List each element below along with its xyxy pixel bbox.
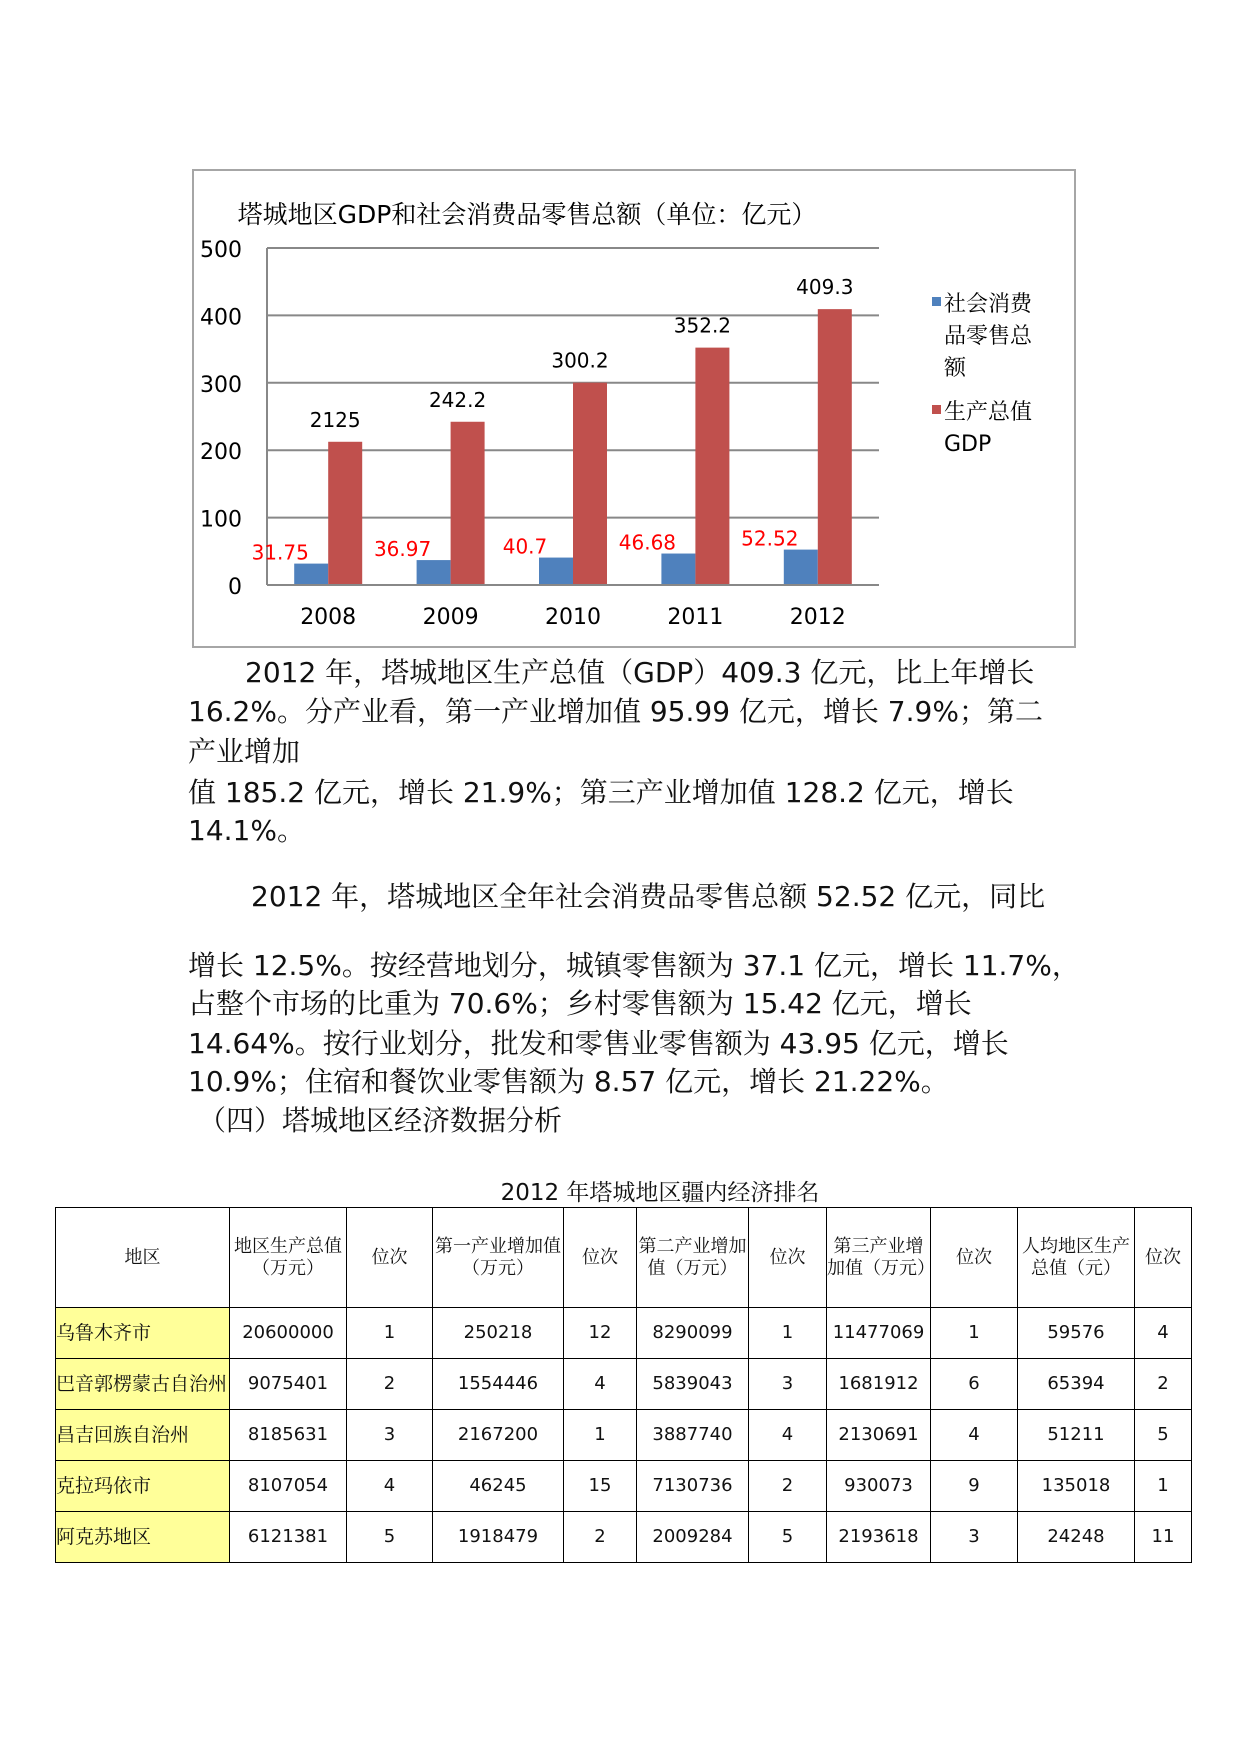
y-tick-label: 500 bbox=[200, 238, 242, 263]
bar-gdp-2012 bbox=[818, 309, 852, 585]
value-cell: 46245 bbox=[433, 1461, 564, 1512]
value-cell: 250218 bbox=[433, 1308, 564, 1359]
paragraph-line: 值 185.2 亿元，增长 21.9%；第三产业增加值 128.2 亿元，增长 bbox=[188, 776, 1014, 809]
data-label: 52.52 bbox=[741, 526, 799, 551]
value-cell: 9 bbox=[931, 1461, 1018, 1512]
value-cell: 4 bbox=[931, 1410, 1018, 1461]
column-header: 第三产业增加值（万元） bbox=[827, 1208, 931, 1308]
column-header: 位次 bbox=[1135, 1208, 1192, 1308]
table-title: 2012 年塔城地区疆内经济排名 bbox=[500, 1180, 820, 1206]
data-label: 409.3 bbox=[796, 275, 854, 300]
column-header: 位次 bbox=[564, 1208, 637, 1308]
value-cell: 9075401 bbox=[230, 1359, 347, 1410]
value-cell: 2 bbox=[1135, 1359, 1192, 1410]
value-cell: 3 bbox=[749, 1359, 827, 1410]
data-label: 300.2 bbox=[551, 348, 609, 373]
legend-label: 社会消费 bbox=[944, 292, 1033, 317]
value-cell: 1918479 bbox=[433, 1512, 564, 1563]
x-tick-label: 2010 bbox=[545, 605, 601, 630]
bar-gdp-2010 bbox=[573, 383, 607, 585]
x-tick-label: 2012 bbox=[789, 605, 846, 630]
data-label: 40.7 bbox=[502, 534, 548, 559]
column-header: 位次 bbox=[931, 1208, 1018, 1308]
value-cell: 2130691 bbox=[827, 1410, 931, 1461]
table-row bbox=[56, 1461, 1192, 1512]
bar-gdp-2009 bbox=[451, 422, 485, 585]
legend-label: 额 bbox=[944, 356, 967, 381]
bar-chart bbox=[192, 169, 1076, 648]
data-label: 36.97 bbox=[373, 537, 432, 562]
value-cell: 2 bbox=[749, 1461, 827, 1512]
bar-retail-2010 bbox=[539, 558, 573, 585]
paragraph-line: 2012 年，塔城地区生产总值（GDP）409.3 亿元，比上年增长 bbox=[245, 656, 1035, 689]
table-row bbox=[56, 1308, 1192, 1359]
value-cell: 12 bbox=[564, 1308, 637, 1359]
paragraph-line: 占整个市场的比重为 70.6%；乡村零售额为 15.42 亿元，增长 bbox=[188, 987, 972, 1020]
region-cell: 乌鲁木齐市 bbox=[56, 1308, 230, 1359]
value-cell: 3887740 bbox=[637, 1410, 749, 1461]
column-header: 第二产业增加值（万元） bbox=[637, 1208, 749, 1308]
value-cell: 1 bbox=[931, 1308, 1018, 1359]
value-cell: 20600000 bbox=[230, 1308, 347, 1359]
value-cell: 3 bbox=[931, 1512, 1018, 1563]
value-cell: 1 bbox=[1135, 1461, 1192, 1512]
value-cell: 8290099 bbox=[637, 1308, 749, 1359]
x-tick-label: 2008 bbox=[300, 605, 357, 630]
value-cell: 2193618 bbox=[827, 1512, 931, 1563]
value-cell: 15 bbox=[564, 1461, 637, 1512]
table-row bbox=[56, 1410, 1192, 1461]
value-cell: 5 bbox=[347, 1512, 433, 1563]
paragraph-line: 14.1%。 bbox=[188, 814, 305, 847]
column-header: 位次 bbox=[749, 1208, 827, 1308]
section-heading: （四）塔城地区经济数据分析 bbox=[198, 1104, 563, 1137]
value-cell: 4 bbox=[564, 1359, 637, 1410]
bar-gdp-2008 bbox=[328, 442, 362, 585]
value-cell: 2 bbox=[347, 1359, 433, 1410]
value-cell: 1681912 bbox=[827, 1359, 931, 1410]
data-label: 2125 bbox=[309, 407, 361, 432]
table-row bbox=[56, 1512, 1192, 1563]
value-cell: 135018 bbox=[1018, 1461, 1135, 1512]
y-tick-label: 400 bbox=[200, 305, 242, 331]
y-tick-label: 100 bbox=[200, 507, 242, 533]
value-cell: 1 bbox=[347, 1308, 433, 1359]
paragraph-line: 10.9%；住宿和餐饮业零售额为 8.57 亿元，增长 21.22%。 bbox=[188, 1065, 949, 1098]
chart-canvas bbox=[194, 171, 1078, 650]
value-cell: 8107054 bbox=[230, 1461, 347, 1512]
legend-swatch bbox=[932, 297, 941, 306]
legend-swatch bbox=[932, 405, 941, 414]
data-label: 242.2 bbox=[428, 387, 487, 412]
value-cell: 3 bbox=[347, 1410, 433, 1461]
bar-retail-2012 bbox=[784, 550, 818, 585]
value-cell: 5 bbox=[1135, 1410, 1192, 1461]
value-cell: 5839043 bbox=[637, 1359, 749, 1410]
bar-gdp-2011 bbox=[695, 348, 729, 585]
column-header: 地区生产总值（万元） bbox=[230, 1208, 347, 1308]
value-cell: 11477069 bbox=[827, 1308, 931, 1359]
paragraph-line: 14.64%。按行业划分，批发和零售业零售额为 43.95 亿元，增长 bbox=[188, 1027, 1009, 1060]
value-cell: 4 bbox=[347, 1461, 433, 1512]
column-header: 第一产业增加值（万元） bbox=[433, 1208, 564, 1308]
legend-label: 品零售总 bbox=[944, 324, 1033, 349]
region-cell: 阿克苏地区 bbox=[56, 1512, 230, 1563]
paragraph-line: 增长 12.5%。按经营地划分，城镇零售额为 37.1 亿元，增长 11.7%， bbox=[188, 949, 1080, 982]
column-header: 地区 bbox=[56, 1208, 230, 1308]
value-cell: 2009284 bbox=[637, 1512, 749, 1563]
value-cell: 4 bbox=[749, 1410, 827, 1461]
value-cell: 4 bbox=[1135, 1308, 1192, 1359]
column-header: 人均地区生产总值（元） bbox=[1018, 1208, 1135, 1308]
value-cell: 6 bbox=[931, 1359, 1018, 1410]
value-cell: 1554446 bbox=[433, 1359, 564, 1410]
value-cell: 6121381 bbox=[230, 1512, 347, 1563]
table-row bbox=[56, 1359, 1192, 1410]
paragraph-line: 16.2%。分产业看，第一产业增加值 95.99 亿元，增长 7.9%；第二 bbox=[188, 695, 1043, 728]
economic-ranking-table bbox=[55, 1207, 1192, 1563]
chart-title: 塔城地区GDP和社会消费品零售总额（单位：亿元） bbox=[237, 200, 817, 229]
value-cell: 11 bbox=[1135, 1512, 1192, 1563]
paragraph-line: 2012 年，塔城地区全年社会消费品零售总额 52.52 亿元，同比 bbox=[251, 880, 1046, 913]
bar-retail-2009 bbox=[417, 560, 451, 585]
region-cell: 克拉玛依市 bbox=[56, 1461, 230, 1512]
legend-label: 生产总值 bbox=[944, 400, 1033, 425]
x-tick-label: 2011 bbox=[667, 605, 724, 630]
bar-retail-2011 bbox=[661, 554, 695, 585]
value-cell: 2167200 bbox=[433, 1410, 564, 1461]
y-tick-label: 300 bbox=[200, 372, 242, 398]
value-cell: 8185631 bbox=[230, 1410, 347, 1461]
value-cell: 51211 bbox=[1018, 1410, 1135, 1461]
value-cell: 7130736 bbox=[637, 1461, 749, 1512]
region-cell: 昌吉回族自治州 bbox=[56, 1410, 230, 1461]
legend-label: GDP bbox=[944, 432, 992, 457]
y-tick-label: 200 bbox=[200, 440, 242, 466]
x-tick-label: 2009 bbox=[422, 605, 479, 630]
value-cell: 1 bbox=[564, 1410, 637, 1461]
data-label: 31.75 bbox=[251, 540, 309, 565]
bar-retail-2008 bbox=[294, 564, 328, 585]
value-cell: 65394 bbox=[1018, 1359, 1135, 1410]
y-tick-label: 0 bbox=[228, 575, 242, 600]
region-cell: 巴音郭楞蒙古自治州 bbox=[56, 1359, 230, 1410]
value-cell: 1 bbox=[749, 1308, 827, 1359]
value-cell: 5 bbox=[749, 1512, 827, 1563]
value-cell: 59576 bbox=[1018, 1308, 1135, 1359]
value-cell: 24248 bbox=[1018, 1512, 1135, 1563]
paragraph-line: 产业增加 bbox=[188, 735, 301, 768]
data-label: 46.68 bbox=[618, 530, 677, 555]
value-cell: 930073 bbox=[827, 1461, 931, 1512]
value-cell: 2 bbox=[564, 1512, 637, 1563]
column-header: 位次 bbox=[347, 1208, 433, 1308]
data-label: 352.2 bbox=[673, 313, 732, 338]
table-header-row bbox=[56, 1208, 1192, 1308]
